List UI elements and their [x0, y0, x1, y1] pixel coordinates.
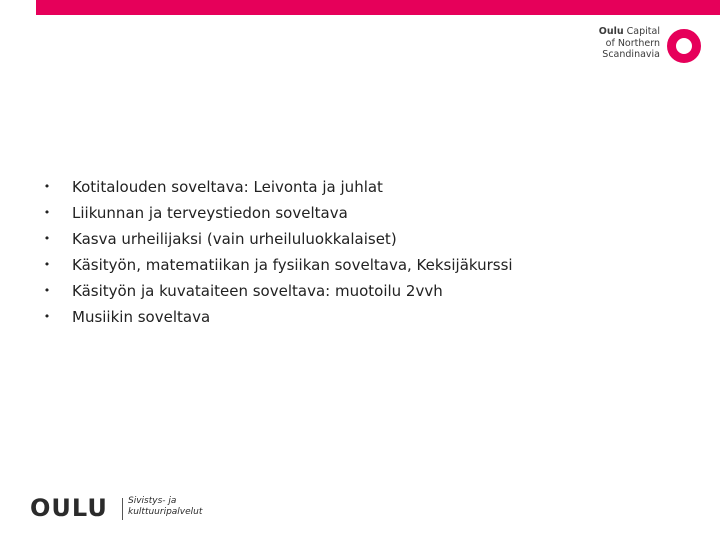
list-item-text: Käsityön, matematiikan ja fysiikan soveltava, Keksijäkurssi [72, 256, 513, 274]
department-line-2: kulttuuripalvelut [128, 507, 203, 517]
brand-city-name: Oulu [598, 26, 624, 37]
oulu-wordmark: OULU [30, 494, 108, 522]
list-item-text: Kotitalouden soveltava: Leivonta ja juhlat [72, 178, 383, 196]
list-item-text: Käsityön ja kuvataiteen soveltava: muotoilu 2vvh [72, 282, 443, 300]
brand-line-3: Scandinavia [602, 49, 660, 60]
list-item-text: Musiikin soveltava [72, 308, 211, 326]
brand-tagline [596, 26, 660, 61]
bullet-icon: • [43, 258, 51, 271]
bullet-icon: • [43, 180, 51, 193]
brand-line-1 [596, 26, 660, 38]
list-item-text: Kasva urheilijaksi (vain urheiluluokkalaiset) [72, 230, 397, 248]
top-accent-bar [36, 0, 720, 15]
brand-line-2: of Northern [605, 37, 660, 49]
brand-ring-icon [666, 28, 702, 64]
bullet-icon: • [43, 232, 51, 245]
bullet-icon: • [43, 284, 51, 297]
department-name [128, 496, 202, 518]
footer-divider [122, 498, 123, 520]
bullet-icon: • [43, 310, 51, 323]
list-item-text: Liikunnan ja terveystiedon soveltava [72, 204, 348, 222]
brand-capital-word: Capital [623, 26, 660, 37]
oulu-capital-logo [596, 26, 706, 66]
bullet-icon: • [43, 206, 51, 219]
department-line-1: Sivistys- ja [128, 496, 177, 506]
